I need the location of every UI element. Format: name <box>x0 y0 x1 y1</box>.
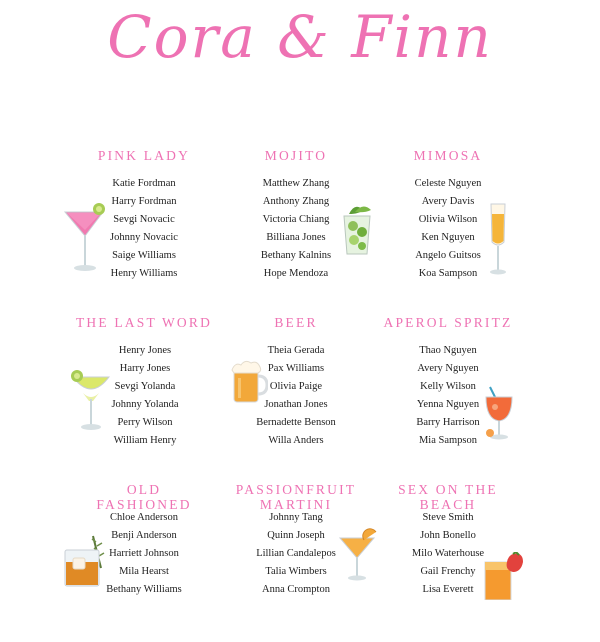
sex-on-the-beach-glass-icon <box>483 552 525 600</box>
table-name: BEACH <box>419 497 477 512</box>
guest-name: Celeste Nguyen <box>414 178 482 189</box>
table-name: SEX ON THE <box>398 482 498 497</box>
couple-title <box>0 0 600 87</box>
guest-name: Katie Fordman <box>112 178 176 189</box>
guest-name: Avery Nguyen <box>417 363 479 374</box>
aperol-spritz-glass-icon <box>482 385 516 443</box>
table-name: MOJITO <box>264 148 328 163</box>
guest-name: Mia Sampson <box>418 435 478 446</box>
mimosa-flute-icon <box>487 202 509 278</box>
guest-name: Henry Jones <box>118 345 172 356</box>
guest-name: Victoria Chiang <box>262 214 330 225</box>
guest-name: Kelly Wilson <box>420 381 476 392</box>
guest-name: Chloe Anderson <box>110 512 178 523</box>
guest-name: Sevgi Novacic <box>113 214 175 225</box>
table-name: PINK LADY <box>97 148 191 163</box>
guest-name: Thao Nguyen <box>419 345 477 356</box>
margarita-glass-icon <box>69 367 113 433</box>
guest-name: Johnny Tang <box>269 512 323 523</box>
guest-name: Pax Williams <box>267 363 325 374</box>
guest-name: Koa Sampson <box>418 268 478 279</box>
table-name: FASHIONED <box>96 497 192 512</box>
pink-lady-cocktail-icon <box>63 200 107 276</box>
guest-name: Steve Smith <box>422 512 474 523</box>
guest-name: Henry Williams <box>110 268 178 279</box>
guest-name: Gail Frenchy <box>420 566 476 577</box>
guest-name: Anthony Zhang <box>262 196 330 207</box>
guest-name: Benji Anderson <box>111 530 177 541</box>
table-name: OLD <box>126 482 162 497</box>
old-fashioned-glass-icon <box>63 532 107 590</box>
couple-names: Cora & Finn <box>107 3 493 71</box>
table-sex-on-the-beach <box>353 482 543 642</box>
guest-name: Willa Anders <box>268 435 324 446</box>
guest-name: Saige Williams <box>112 250 176 261</box>
guest-name: William Henry <box>113 435 177 446</box>
guest-name: Bethany Kalnins <box>260 250 332 261</box>
table-aperol-spritz <box>353 315 543 475</box>
guest-name: Johnny Novacic <box>110 232 178 243</box>
guest-name: Billiana Jones <box>266 232 326 243</box>
beer-mug-icon <box>230 358 268 406</box>
guest-name: Lillian Candalepos <box>256 548 336 559</box>
table-name: PASSIONFRUIT <box>235 482 357 497</box>
guest-name: Angelo Guitsos <box>415 250 481 261</box>
guest-name: Barry Harrison <box>416 417 480 428</box>
guest-name: Perry Wilson <box>117 417 173 428</box>
table-name: APEROL SPRITZ <box>383 315 513 330</box>
guest-name: Lisa Everett <box>422 584 474 595</box>
guest-name: Ken Nguyen <box>421 232 475 243</box>
guest-name: Olivia Wilson <box>418 214 478 225</box>
guest-name: Johnny Yolanda <box>111 399 179 410</box>
guest-name: Quinn Joseph <box>267 530 325 541</box>
guest-name: Talia Wimbers <box>265 566 327 577</box>
guest-list <box>236 175 356 283</box>
guest-name: Jonathan Jones <box>264 399 328 410</box>
guest-name: Theia Gerada <box>267 345 325 356</box>
guest-name: Hope Mendoza <box>263 268 329 279</box>
guest-name: Harriett Johnson <box>109 548 179 559</box>
table-name: THE LAST WORD <box>75 315 213 330</box>
table-mimosa <box>353 148 543 308</box>
guest-name: Sevgi Yolanda <box>114 381 176 392</box>
guest-name: Matthew Zhang <box>262 178 330 189</box>
guest-name: Harry Jones <box>119 363 171 374</box>
guest-name: John Bonello <box>420 530 476 541</box>
table-name: BEER <box>274 315 318 330</box>
guest-name: Yenna Nguyen <box>416 399 480 410</box>
guest-name: Anna Crompton <box>262 584 330 595</box>
table-name: MIMOSA <box>413 148 483 163</box>
table-name: MARTINI <box>259 497 333 512</box>
guest-name: Olivia Paige <box>269 381 323 392</box>
guest-name: Harry Fordman <box>111 196 177 207</box>
guest-name: Bethany Williams <box>106 584 182 595</box>
guest-name: Avery Davis <box>421 196 475 207</box>
guest-name: Mila Hearst <box>119 566 169 577</box>
guest-name: Milo Waterhouse <box>411 548 485 559</box>
guest-name: Bernadette Benson <box>256 417 336 428</box>
